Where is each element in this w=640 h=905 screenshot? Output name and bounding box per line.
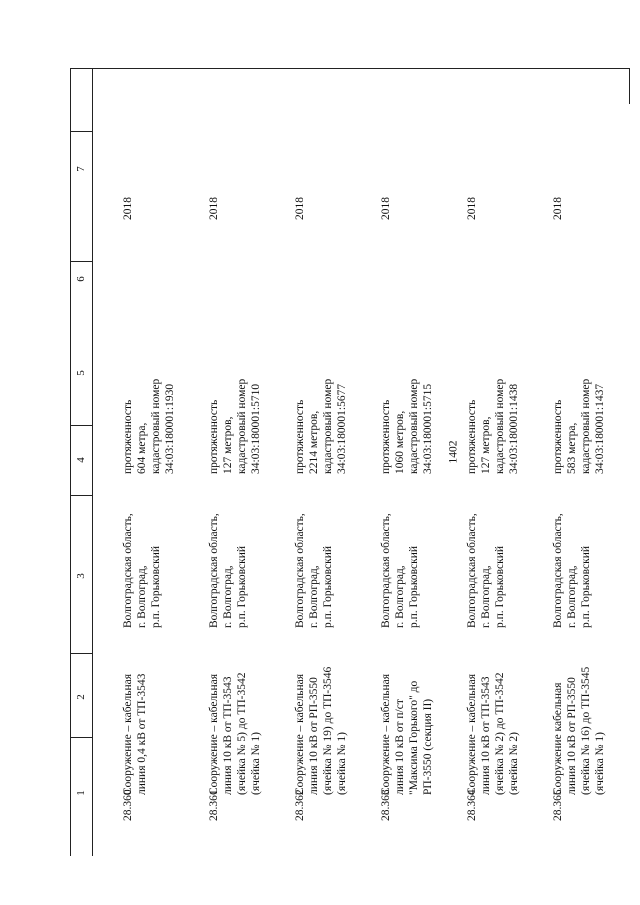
column-header-7: 7 — [75, 166, 87, 172]
table-border-right — [629, 68, 630, 104]
table-row-6-year: 2018 — [552, 197, 564, 220]
table-row-6-object-name: Сооружение кабельная линия 10 кВ от РП-3550 (ячейка № 16) до ТП-3545 (ячейка № 1) — [552, 666, 606, 795]
table-row-2-object-address: Волгоградская область, г. Волгоград, р.п. Горьковский — [208, 513, 248, 628]
table-row-4-object-characteristics: протяженность 1060 метров, кадастровый номер 34:03:180001:5715 — [380, 378, 434, 474]
table-row-2-row-number: 28.361 — [208, 789, 220, 821]
column-header-2: 2 — [75, 694, 87, 700]
table-row-4-row-number: 28.363 — [380, 789, 392, 821]
table-row-4-object-address: Волгоградская область, г. Волгоград, р.п. Горьковский — [380, 513, 420, 628]
table-row-6-object-characteristics: протяженность 583 метра, кадастровый номер 34:03:180001:1437 — [552, 378, 606, 474]
table-row-2-object-characteristics: протяженность 127 метров, кадастровый номер 34:03:180001:5710 — [208, 378, 262, 474]
table-row-1-object-address: Волгоградская область, г. Волгоград, р.п. Горьковский — [122, 513, 162, 628]
column-header-6: 6 — [75, 276, 87, 282]
col-sep-2-3 — [70, 261, 93, 262]
table-row-2-year: 2018 — [208, 197, 220, 220]
table-row-5-object-address: Волгоградская область, г. Волгоград, р.п. Горьковский — [466, 513, 506, 628]
table-row-2-object-name: Сооружение – кабельная линия 10 кВ от ТП-3543 (ячейка № 5) до ТП-3542 (ячейка № 1) — [208, 672, 262, 795]
table-row-6-object-address: Волгоградская область, г. Волгоград, р.п. Горьковский — [552, 513, 592, 628]
column-header-5: 5 — [75, 370, 87, 376]
table-row-1-year: 2018 — [122, 197, 134, 220]
column-header-3: 3 — [75, 573, 87, 579]
col-sep-1-2 — [70, 131, 93, 132]
table-row-3-object-name: Сооружение – кабельная линия 10 кВ от РП-3550 (ячейка № 19) до ТП-3546 (ячейка № 1) — [294, 666, 348, 795]
table-row-3-object-characteristics: протяженность 2214 метров, кадастровый номер 34:03:180001:5677 — [294, 378, 348, 474]
table-border-top — [70, 68, 630, 69]
page-number: 1402 — [447, 440, 460, 464]
column-header-4: 4 — [75, 457, 87, 463]
table-row-4-year: 2018 — [380, 197, 392, 220]
table-row-5-row-number: 28.364 — [466, 789, 478, 821]
col-sep-6-7 — [70, 737, 93, 738]
table-row-5-year: 2018 — [466, 197, 478, 220]
col-sep-3-4 — [70, 425, 93, 426]
col-sep-5-6 — [70, 653, 93, 654]
table-row-1-object-characteristics: протяженность 604 метра, кадастровый номер 34:03:180001:1930 — [122, 378, 176, 474]
col-sep-4-5 — [70, 495, 93, 496]
table-row-3-object-address: Волгоградская область, г. Волгоград, р.п. Горьковский — [294, 513, 334, 628]
column-header-1: 1 — [75, 790, 87, 796]
table-row-3-year: 2018 — [294, 197, 306, 220]
table-row-4-object-name: Сооружение – кабельная линия 10 кВ от п/ст "Максима Горького" до РП-3550 (секция II) — [380, 673, 434, 795]
table-row-6-row-number: 28.365 — [552, 789, 564, 821]
registry-table — [70, 68, 630, 856]
table-row-1-object-name: Сооружение – кабельная линия 0,4 кВ от ТП-3543 — [122, 673, 148, 795]
table-row-3-row-number: 28.362 — [294, 789, 306, 821]
table-row-1-row-number: 28.360 — [122, 789, 134, 821]
table-row-5-object-characteristics: протяженность 127 метров, кадастровый номер 34:03:180001:1438 — [466, 378, 520, 474]
table-row-5-object-name: Сооружение – кабельная линия 10 кВ от ТП-3543 (ячейка № 2) до ТП-3542 (ячейка № 2) — [466, 672, 520, 795]
